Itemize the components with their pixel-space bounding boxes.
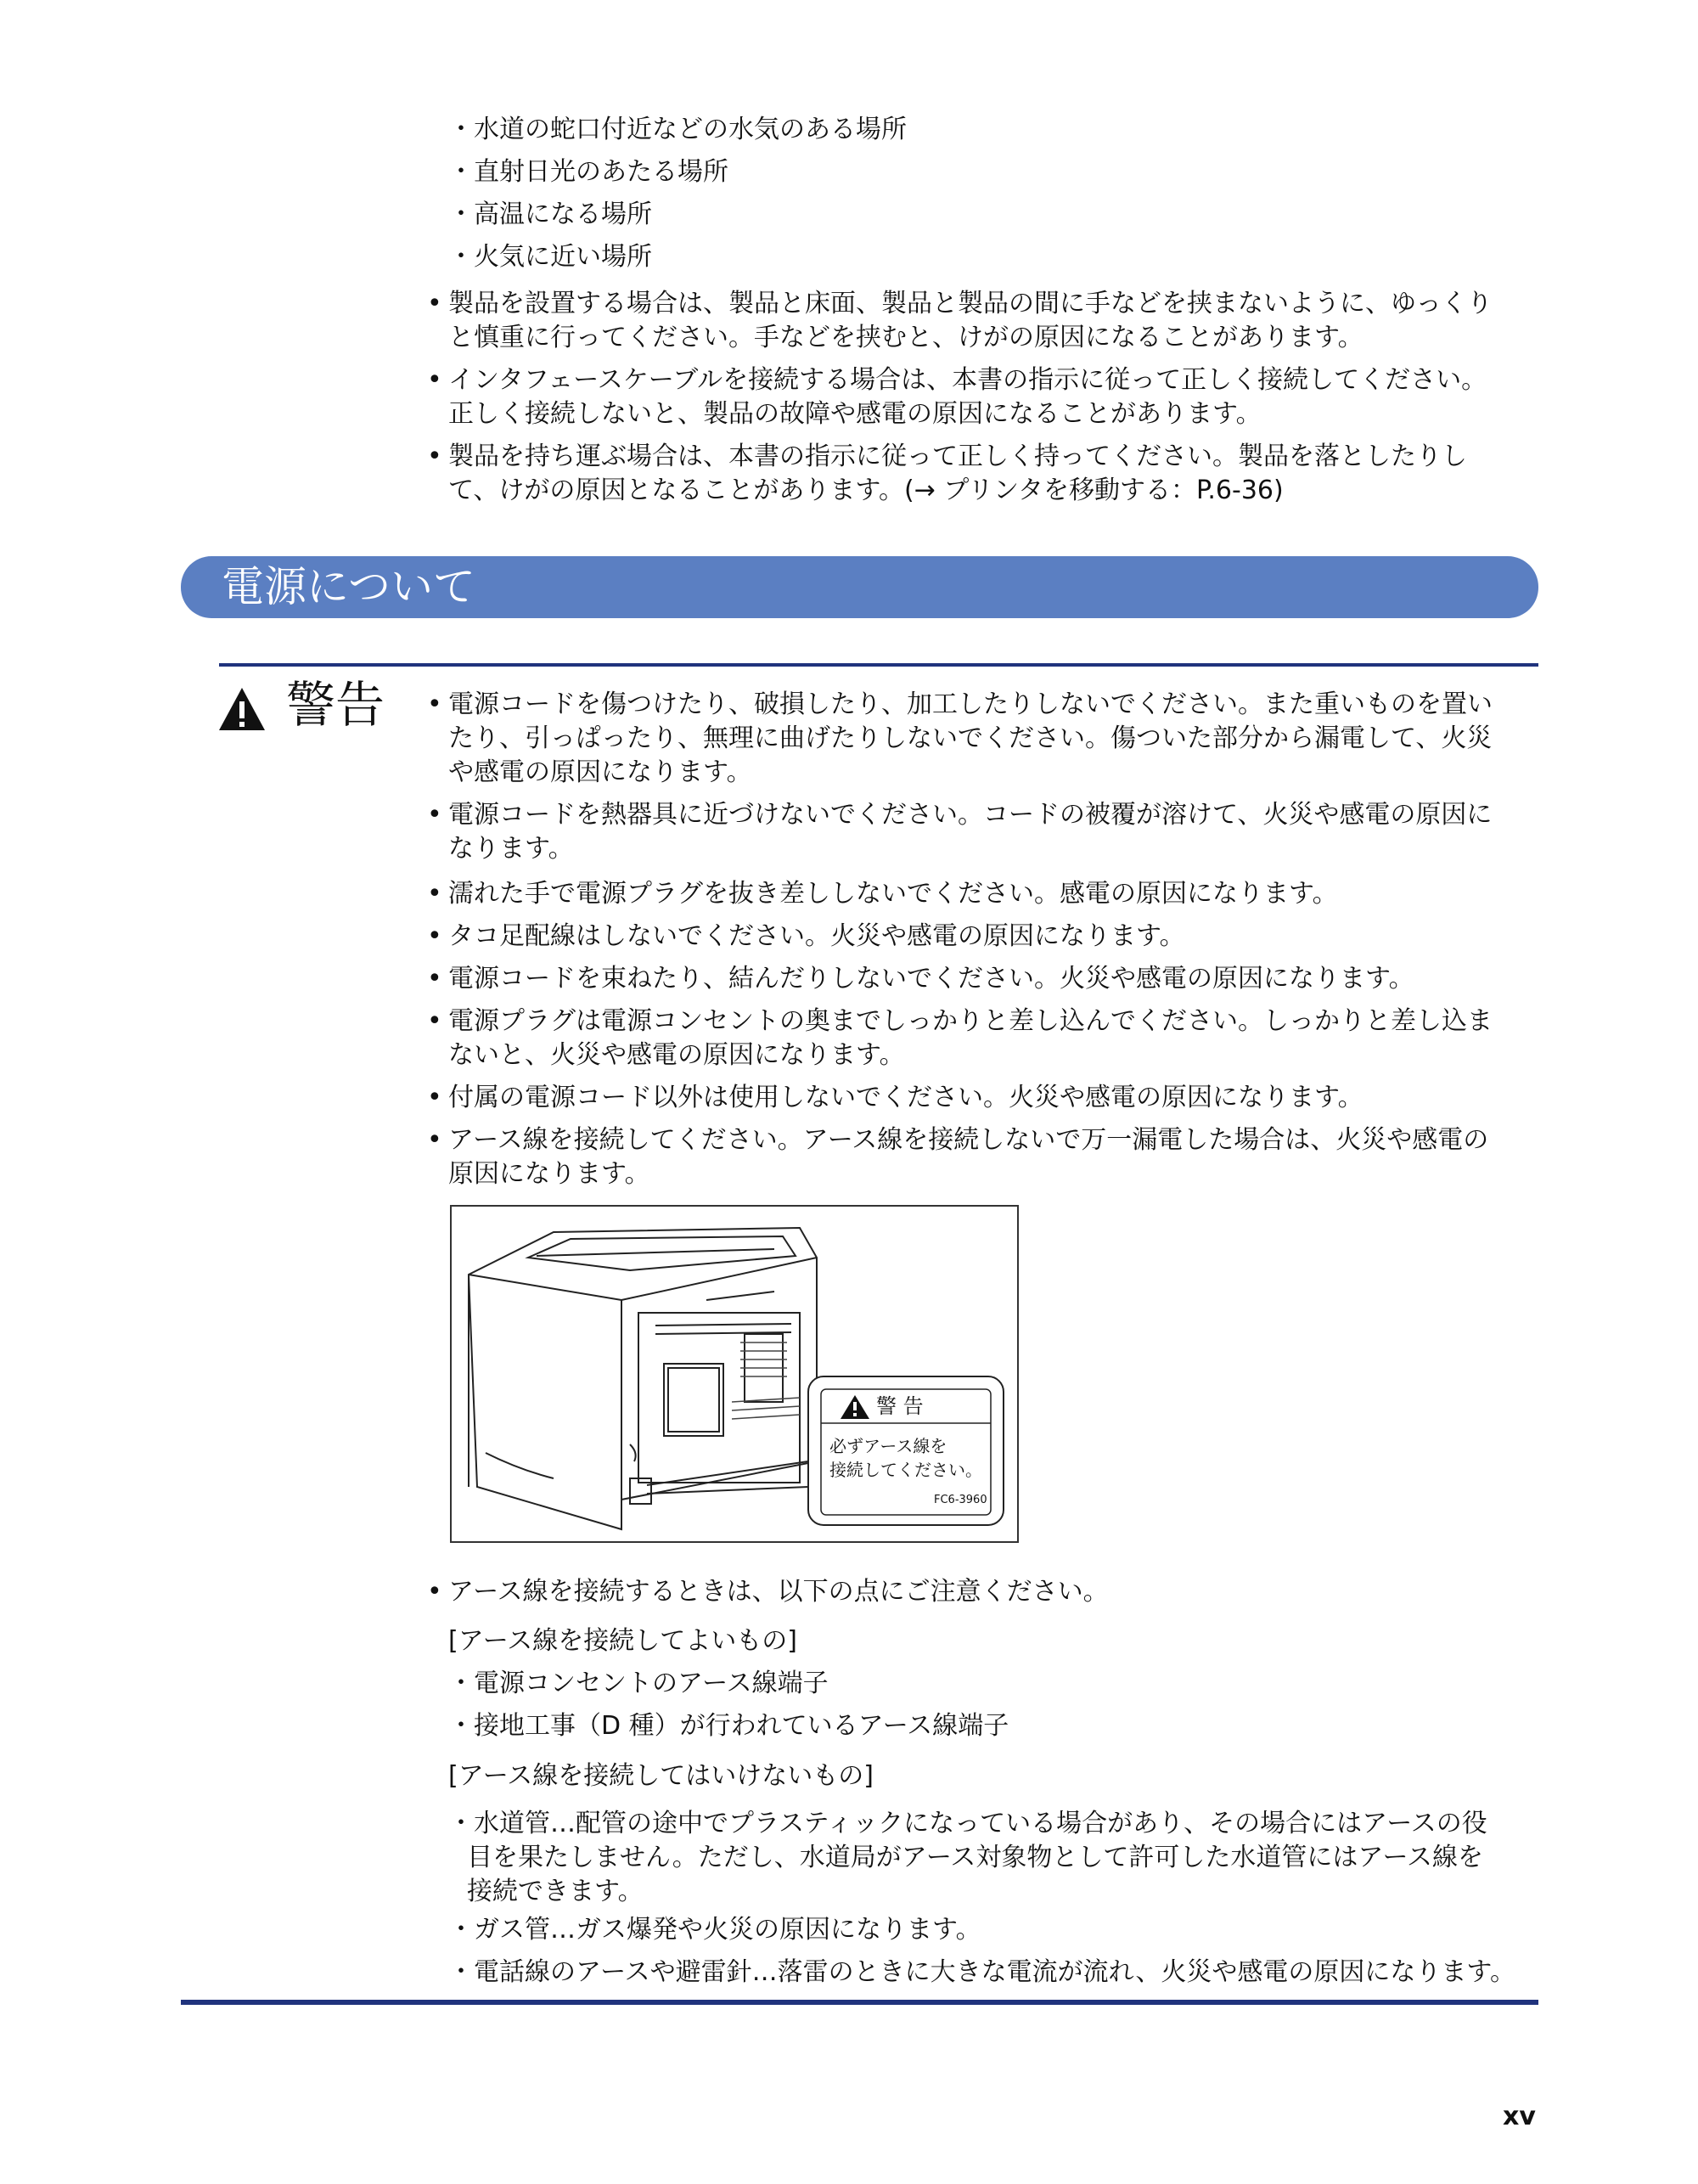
bullet-dot: • (427, 1083, 442, 1112)
warning-triangle-icon (216, 684, 267, 735)
list-item: ・ガス管…ガス爆発や火災の原因になります。 (448, 1915, 981, 1945)
bullet-item (427, 688, 1539, 790)
label-code: FC6-3960 (934, 1494, 987, 1506)
line-text: 接続できます。 (467, 1877, 644, 1906)
list-item: ・電源コンセントのアース線端子 (448, 1669, 829, 1698)
bullet-item (427, 1081, 1539, 1115)
label-line: 必ずアース線を (829, 1436, 947, 1456)
bullet-dot: • (427, 921, 442, 951)
line-text: 目を果たしません。ただし、水道局がアース対象物として許可した水道管にはアース線を (467, 1843, 1483, 1872)
section-header-bar (181, 556, 1538, 618)
bullet-item (427, 920, 1539, 954)
list-item (448, 1807, 1543, 1909)
line-text: なります。 (448, 834, 574, 864)
line-text: アース線を接続するときは、以下の点にご注意ください。 (448, 1577, 1109, 1607)
line-text: 電源コードを熱器具に近づけないでください。コードの被覆が溶けて、火災や感電の原因に (448, 800, 1493, 830)
ng-heading: [アース線を接続してはいけないもの] (448, 1761, 874, 1791)
section-title: 電源について (222, 562, 475, 611)
list-item: ・水道の蛇口付近などの水気のある場所 (448, 115, 907, 144)
line-text: タコ足配線はしないでください。火災や感電の原因になります。 (448, 921, 1185, 951)
line-text: 製品を設置する場合は、製品と床面、製品と製品の間に手などを挟まないように、ゆっくり (448, 289, 1493, 318)
divider (219, 663, 1538, 667)
line-text: 濡れた手で電源プラグを抜き差ししないでください。感電の原因になります。 (448, 879, 1338, 909)
line-text: たり、引っぱったり、無理に曲げたりしないでください。傷ついた部分から漏電して、火災 (448, 723, 1493, 753)
line-text: 電源コードを束ねたり、結んだりしないでください。火災や感電の原因になります。 (448, 964, 1414, 993)
label-line: 接続してください。 (829, 1460, 982, 1480)
line-text: て、けがの原因となることがあります。(→ プリンタを移動する：P.6-36) (448, 476, 1284, 505)
list-item: ・高温になる場所 (448, 200, 652, 229)
line-text: 原因になります。 (448, 1159, 650, 1189)
bullet-item (427, 363, 1539, 431)
bullet-dot: • (427, 1577, 442, 1607)
bullet-dot: • (427, 289, 442, 318)
label-title: 警 告 (876, 1394, 924, 1418)
bullet-dot: • (427, 1125, 442, 1155)
bullet-item (427, 877, 1539, 911)
line-text: アース線を接続してください。アース線を接続しないで万一漏電した場合は、火災や感電の (448, 1125, 1489, 1155)
list-item: ・電話線のアースや避雷針…落雷のときに大きな電流が流れ、火災や感電の原因になります。 (448, 1957, 1515, 1987)
bullet-dot: • (427, 690, 442, 719)
warning-title: 警告 (286, 676, 385, 734)
bullet-item (427, 440, 1539, 508)
line-text: 電源プラグは電源コンセントの奥までしっかりと差し込んでください。しっかりと差し込ま (448, 1006, 1493, 1036)
list-item: ・火気に近い場所 (448, 242, 652, 272)
line-text: 付属の電源コード以外は使用しないでください。火災や感電の原因になります。 (448, 1083, 1363, 1112)
bullet-dot: • (427, 442, 442, 471)
bullet-dot: • (427, 365, 442, 395)
line-text: 電源コードを傷つけたり、破損したり、加工したりしないでください。また重いものを置い (448, 690, 1493, 719)
line-text: や感電の原因になります。 (448, 757, 752, 787)
printer-illustration (450, 1205, 1019, 1543)
bullet-dot: • (427, 879, 442, 909)
line-text: と慎重に行ってください。手などを挟むと、けがの原因になることがあります。 (448, 323, 1363, 352)
bullet-dot: • (427, 800, 442, 830)
bullet-item (427, 1123, 1539, 1191)
line-text: ・水道管…配管の途中でプラスティックになっている場合があり、その場合にはアースの役 (448, 1809, 1487, 1838)
bullet-item (427, 287, 1539, 355)
bullet-item (427, 1005, 1539, 1072)
page-number: xv (1503, 2102, 1536, 2131)
bullet-dot: • (427, 964, 442, 993)
line-text: 正しく接続しないと、製品の故障や感電の原因になることがあります。 (448, 399, 1262, 429)
list-item: ・直射日光のあたる場所 (448, 157, 728, 187)
bullet-dot: • (427, 1006, 442, 1036)
line-text: 製品を持ち運ぶ場合は、本書の指示に従って正しく持ってください。製品を落としたりし (448, 442, 1467, 471)
bullet-item (427, 962, 1539, 996)
printer-drawing (452, 1207, 1017, 1541)
footer-divider (181, 2000, 1538, 2005)
bullet-item (427, 1575, 1539, 1609)
line-text: インタフェースケーブルを接続する場合は、本書の指示に従って正しく接続してください。 (448, 365, 1487, 395)
ok-heading: [アース線を接続してよいもの] (448, 1626, 798, 1656)
bullet-item (427, 798, 1539, 866)
line-text: ないと、火災や感電の原因になります。 (448, 1040, 905, 1070)
list-item: ・接地工事（D 種）が行われているアース線端子 (448, 1711, 1009, 1741)
